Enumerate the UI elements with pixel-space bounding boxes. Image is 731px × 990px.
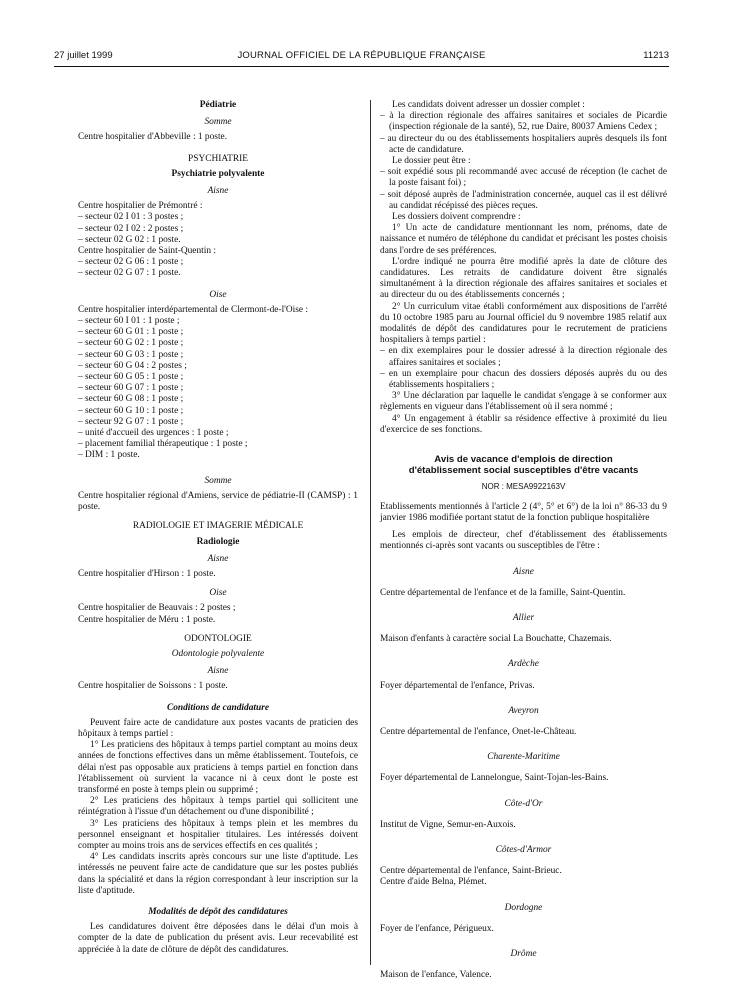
section-heading: Odontologie polyvalente <box>171 648 265 659</box>
column-divider <box>370 100 371 965</box>
left-column <box>78 100 358 956</box>
department-heading: Aisne <box>207 666 229 677</box>
hospital-entry: Centre hospitalier régional d'Amiens, service de pédiatrie-II (CAMSP) : 1 poste. <box>78 490 358 513</box>
hospital-entry: Centre hospitalier de Prémontré : <box>78 201 203 212</box>
department-heading: Aisne <box>513 566 534 577</box>
list-item: – secteur 60 I 01 : 1 poste ; <box>78 316 180 327</box>
header-page-number: 11213 <box>643 50 669 61</box>
list-item: – au directeur du ou des établissements hospitaliers auprès desquels ils font acte de candidature. <box>380 133 667 155</box>
paragraph: 4° Les candidats inscrits après concours sur une liste d'aptitude. Les intéressés ne peuvent faire acte de candidature que sur les postes publiés dans la spécialité et dans la région correspondant à leur inscription sur la liste d'aptitude. <box>78 852 358 896</box>
department-heading: Oise <box>209 289 227 300</box>
department-heading: Dordogne <box>504 902 543 913</box>
list-item: – secteur 92 G 07 : 1 poste ; <box>78 416 184 427</box>
paragraph: 1° Les praticiens des hôpitaux à temps partiel comptant au moins deux années de fonctions effectives dans un même établissement. Toutefois, ce délai n'est pas opposable aux praticiens à temps partiel en fonction dans l'établissement où survient la vacance ni à ceux dont le poste est transformé en poste à temps plein ou supprimé ; <box>78 740 358 795</box>
establishment-entry: Maison d'enfants à caractère social La Bouchatte, Chazemais. <box>380 634 612 645</box>
list-item: – placement familial thérapeutique : 1 poste ; <box>78 439 248 450</box>
establishment-entry: Centre départemental de l'enfance et de la famille, Saint-Quentin. <box>380 587 626 598</box>
paragraph: L'ordre indiqué ne pourra être modifié après la date de clôture des candidatures. Les retraits de candidature doivent être signalés simultanément à la direction régionale des affaires sanitaires et sociales et au directeur du ou des établissements concernés ; <box>380 256 667 301</box>
header-rule <box>54 66 669 67</box>
paragraph: 4° Un engagement à établir sa résidence effective à proximité du lieu d'exercice de ses fonctions. <box>380 413 667 435</box>
hospital-entry: Centre hospitalier d'Abbeville : 1 poste. <box>78 132 228 143</box>
paragraph: 1° Un acte de candidature mentionnant les nom, prénoms, date de naissance et numéro de téléphone du candidat et précisant les postes choisis dans l'ordre de ses préférences. <box>380 223 667 256</box>
right-column <box>380 100 667 981</box>
department-heading: Drôme <box>510 948 537 959</box>
list-item: – secteur 02 I 01 : 3 postes ; <box>78 212 184 223</box>
modalites-heading: Modalités de dépôt des candidatures <box>148 906 288 917</box>
paragraph: Le dossier peut être : <box>392 156 471 167</box>
establishment-entry: Maison de l'enfance, Valence. <box>380 970 492 981</box>
paragraph: Peuvent faire acte de candidature aux postes vacants de praticien des hôpitaux à temps partiel : <box>78 717 358 739</box>
establishment-entry: Centre départemental de l'enfance, Onet-le-Château. <box>380 726 577 737</box>
section-heading: Psychiatrie polyvalente <box>171 168 265 179</box>
establishment-entry: Institut de Vigne, Semur-en-Auxois. <box>380 819 516 830</box>
department-heading: Oise <box>209 588 227 599</box>
list-item: – secteur 02 G 02 : 1 poste. <box>78 234 181 245</box>
establishment-entry: Foyer départemental de l'enfance, Privas. <box>380 680 535 691</box>
paragraph: 2° Les praticiens des hôpitaux à temps partiel qui sollicitent une réintégration à l'issue d'un détachement ou d'une disponibilité ; <box>78 796 358 818</box>
header-journal-title: JOURNAL OFFICIEL DE LA RÉPUBLIQUE FRANÇAISE <box>237 50 486 61</box>
paragraph: 3° Une déclaration par laquelle le candidat s'engage à se conformer aux règlements en vigueur dans l'établissement où il sera nommé ; <box>380 391 667 413</box>
department-heading: Somme <box>204 117 232 128</box>
list-item: – secteur 60 G 07 : 1 poste ; <box>78 383 184 394</box>
hospital-entry: Centre hospitalier de Saint-Quentin : <box>78 246 216 257</box>
list-item: – soit expédié sous pli recommandé avec accusé de réception (le cachet de la poste faisant foi) ; <box>380 167 667 189</box>
hospital-entry: Centre hospitalier de Soissons : 1 poste. <box>78 681 228 692</box>
header-date: 27 juillet 1999 <box>54 50 113 61</box>
department-heading: Ardèche <box>508 659 539 670</box>
list-item: – secteur 02 I 02 : 2 postes ; <box>78 223 184 234</box>
establishment-entry: Centre départemental de l'enfance, Saint-Brieuc. <box>380 866 562 877</box>
paragraph: Etablissements mentionnés à l'article 2 (4°, 5° et 6°) de la loi n° 86-33 du 9 janvier 1986 modifiée portant statut de la fonction publique hospitalière <box>380 501 667 523</box>
list-item: – secteur 02 G 06 : 1 poste ; <box>78 257 184 268</box>
list-item: – secteur 60 G 04 : 2 postes ; <box>78 360 187 371</box>
department-heading: Somme <box>204 475 232 486</box>
list-item: – en dix exemplaires pour le dossier adressé à la direction régionale des affaires sanitaires et sociales ; <box>380 346 667 368</box>
paragraph: Les dossiers doivent comprendre : <box>392 212 521 223</box>
section-heading: Pédiatrie <box>199 100 237 110</box>
list-item: – secteur 60 G 10 : 1 poste ; <box>78 405 184 416</box>
specialty-heading: ODONTOLOGIE <box>184 633 252 644</box>
page-header <box>54 50 669 64</box>
department-heading: Aisne <box>207 553 229 564</box>
list-item: – secteur 60 G 03 : 1 poste ; <box>78 349 184 360</box>
list-item: – à la direction régionale des affaires sanitaires et sociales de Picardie (inspection régionale de la santé), 52, rue Daire, 80037 Amiens Cedex ; <box>380 111 667 133</box>
establishment-entry: Centre d'aide Belna, Plémet. <box>380 877 487 888</box>
department-heading: Charente-Maritime <box>487 752 560 763</box>
hospital-entry: Centre hospitalier interdépartemental de Clermont-de-l'Oise : <box>78 304 308 315</box>
list-item: – soit déposé auprès de l'administration concernée, auquel cas il est délivré au candidat récépissé des pièces reçues. <box>380 189 667 211</box>
paragraph: 2° Un curriculum vitae établi conformément aux dispositions de l'arrêté du 10 octobre 1985 paru au Journal officiel du 9 novembre 1985 relatif aux modalités de dépôt des candidatures pour le recrutement de praticiens hospitaliers à temps partiel : <box>380 301 667 346</box>
avis-title-line-2: d'établissement social susceptibles d'être vacants <box>408 465 639 477</box>
paragraph: Les emplois de directeur, chef d'établissement des établissements mentionnés ci-après sont vacants ou susceptibles de l'être : <box>380 530 667 552</box>
list-item: – secteur 60 G 08 : 1 poste ; <box>78 394 184 405</box>
department-heading: Aveyron <box>508 705 539 716</box>
department-heading: Côtes-d'Armor <box>495 844 552 855</box>
hospital-entry: Centre hospitalier de Méru : 1 poste. <box>78 614 216 625</box>
establishment-entry: Foyer de l'enfance, Périgueux. <box>380 923 494 934</box>
department-heading: Allier <box>512 612 535 623</box>
list-item: – en un exemplaire pour chacun des dossiers déposés auprès du ou des établissements hospitaliers ; <box>380 368 667 391</box>
paragraph: Les candidatures doivent être déposées dans le délai d'un mois à compter de la date de publication du présent avis. Leur recevabilité est appréciée à la date de clôture de dépôt des candidatures. <box>78 922 358 955</box>
hospital-entry: Centre hospitalier d'Hirson : 1 poste. <box>78 568 216 579</box>
establishment-entry: Foyer départemental de Lannelongue, Saint-Tojan-les-Bains. <box>380 773 609 784</box>
nor-reference: NOR : MESA9922163V <box>481 481 566 491</box>
conditions-heading: Conditions de candidature <box>166 702 270 713</box>
specialty-heading: PSYCHIATRIE <box>188 153 248 164</box>
department-heading: Aisne <box>207 186 229 197</box>
specialty-heading: RADIOLOGIE ET IMAGERIE MÉDICALE <box>132 521 304 532</box>
list-item: – DIM : 1 poste. <box>78 450 140 461</box>
list-item: – secteur 02 G 07 : 1 poste. <box>78 268 181 279</box>
avis-title-line-1: Avis de vacance d'emplois de direction <box>434 454 613 466</box>
list-item: – unité d'accueil des urgences : 1 poste ; <box>78 428 229 439</box>
list-item: – secteur 60 G 05 : 1 poste ; <box>78 372 184 383</box>
paragraph: Les candidats doivent adresser un dossier complet : <box>392 100 585 110</box>
paragraph: 3° Les praticiens des hôpitaux à temps plein et les membres du personnel enseignant et hospitalier titulaires. Les intéressés doivent compter au moins trois ans de services effectifs en ces qualités ; <box>78 818 358 851</box>
hospital-entry: Centre hospitalier de Beauvais : 2 postes ; <box>78 603 236 614</box>
list-item: – secteur 60 G 01 : 1 poste ; <box>78 327 184 338</box>
section-heading: Radiologie <box>196 536 240 547</box>
list-item: – secteur 60 G 02 : 1 poste ; <box>78 338 184 349</box>
department-heading: Côte-d'Or <box>504 798 543 809</box>
